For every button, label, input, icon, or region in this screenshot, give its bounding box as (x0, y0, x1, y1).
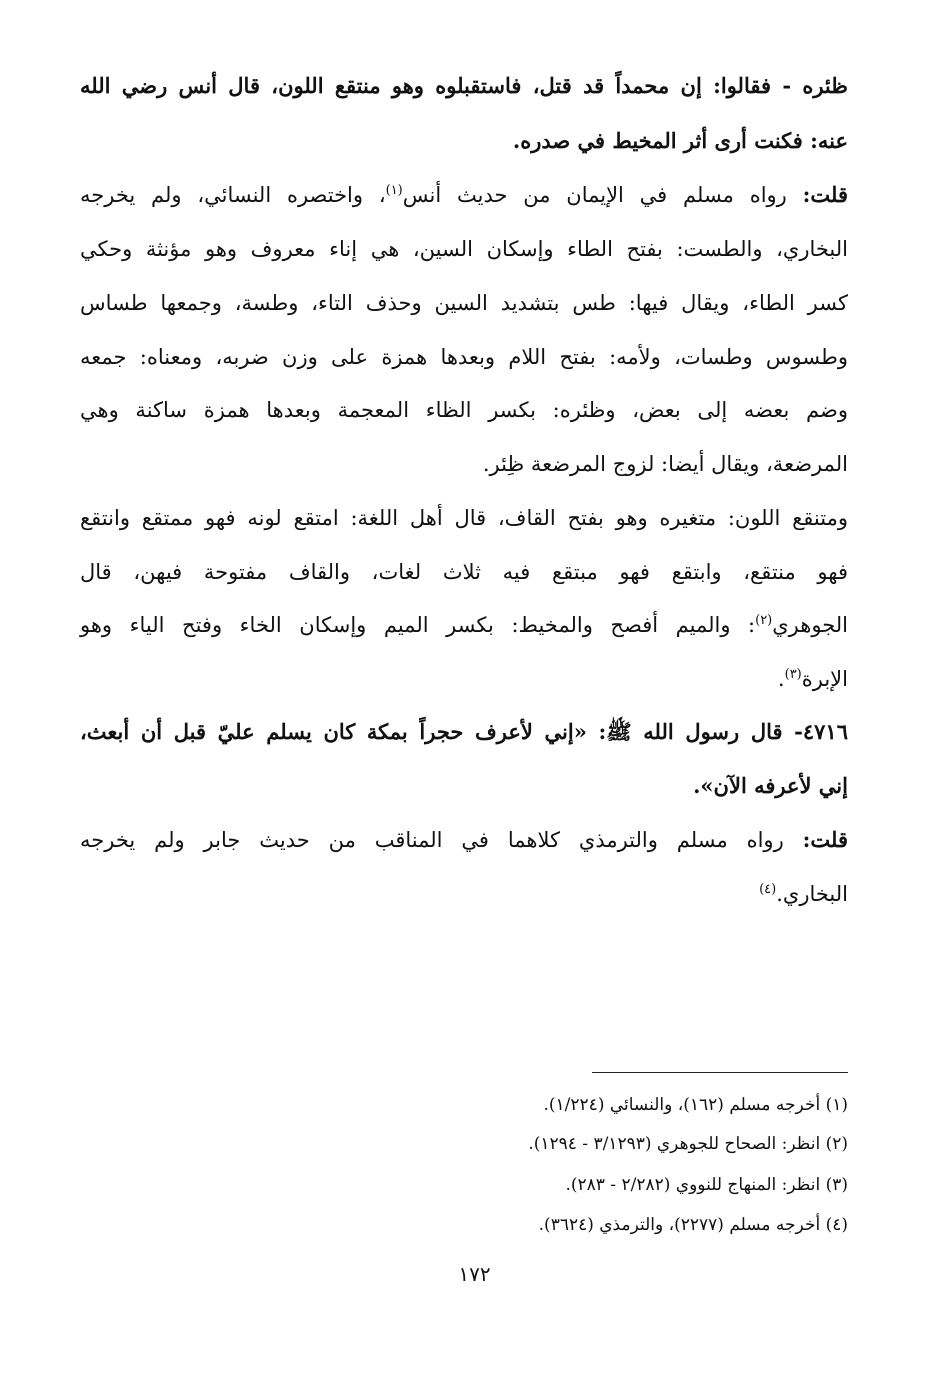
commentary-text: : والميم أفصح والمخيط: بكسر الميم وإسكان الخاء وفتح الياء وهو (80, 613, 756, 637)
commentary-line: فهو منتقع، وابتقع فهو مبتقع فيه ثلاث لغات، والقاف مفتوحة فيهن، قال (80, 560, 848, 584)
commentary-line: المرضعة، ويقال أيضا: لزوج المرضعة ظِئر. (482, 452, 848, 476)
commentary-text: . (777, 667, 785, 691)
commentary-line: وطسوس وطسات، ولأمه: بفتح اللام وبعدها همزة على وزن ضربه، ومعناه: جمعه (80, 345, 848, 369)
footnote-ref[interactable]: (٤) (759, 882, 777, 897)
commentary-line (80, 175, 848, 215)
hadith-4716-line: ٤٧١٦- قال رسول الله ﷺ: «إني لأعرف حجراً بمكة كان يسلم عليّ قبل أن أبعث، (80, 719, 848, 744)
hadith-text-line: ظئره - فقالوا: إن محمداً قد قتل، فاستقبلوه وهو منتقع اللون، قال أنس رضي الله (80, 73, 848, 98)
commentary-line: ومتنقع اللون: متغيره وهو بفتح القاف، قال أهل اللغة: امتقع لونه فهو ممتقع وانتقع (80, 506, 848, 530)
commentary-line: وضم بعضه إلى بعض، وظئره: بكسر الظاء المعجمة وبعدها همزة ساكنة وهي (80, 398, 848, 422)
qultu-label: قلت: (802, 182, 848, 207)
hadith-4716-line: إني لأعرفه الآن». (693, 773, 848, 798)
commentary-text: الإبرة (801, 667, 848, 691)
footnote-ref[interactable]: (٣) (784, 667, 802, 682)
footnote-ref[interactable]: (١) (385, 183, 403, 198)
hadith-text-line: عنه: فكنت أرى أثر المخيط في صدره. (512, 128, 848, 153)
commentary-line (80, 874, 848, 914)
page-number: ١٧٢ (458, 1262, 491, 1286)
commentary-text: ، واختصره النسائي، ولم يخرجه (80, 183, 386, 207)
qultu-label: قلت: (802, 827, 848, 852)
footnote-4: (٤) أخرجه مسلم (٢٢٧٧)، والترمذي (٣٦٢٤). (538, 1215, 848, 1235)
commentary-text: رواه مسلم والترمذي كلاهما في المناقب من حديث جابر ولم يخرجه (80, 828, 803, 852)
commentary-text: رواه مسلم في الإيمان من حديث أنس (402, 183, 803, 207)
footnote-2: (٢) انظر: الصحاح للجوهري (٣/١٢٩٣ - ١٢٩٤). (528, 1134, 848, 1154)
footnote-ref[interactable]: (٢) (755, 613, 773, 628)
commentary-line (80, 820, 848, 860)
footnote-3: (٣) انظر: المنهاج للنووي (٢/٢٨٢ - ٢٨٣). (565, 1175, 848, 1195)
commentary-line (80, 605, 848, 645)
footnote-1: (١) أخرجه مسلم (١٦٢)، والنسائي (١/٢٢٤). (543, 1095, 848, 1115)
commentary-text: الجوهري (772, 613, 848, 637)
footnote-separator (592, 1072, 848, 1073)
commentary-text: البخاري. (776, 882, 848, 906)
commentary-line: البخاري، والطست: بفتح الطاء وإسكان السين، هي إناء معروف وهو مؤنثة وحكي (80, 237, 848, 261)
commentary-line (80, 659, 848, 699)
commentary-line: كسر الطاء، ويقال فيها: طس بتشديد السين وحذف التاء، وطسة، وجمعها طساس (80, 291, 848, 315)
